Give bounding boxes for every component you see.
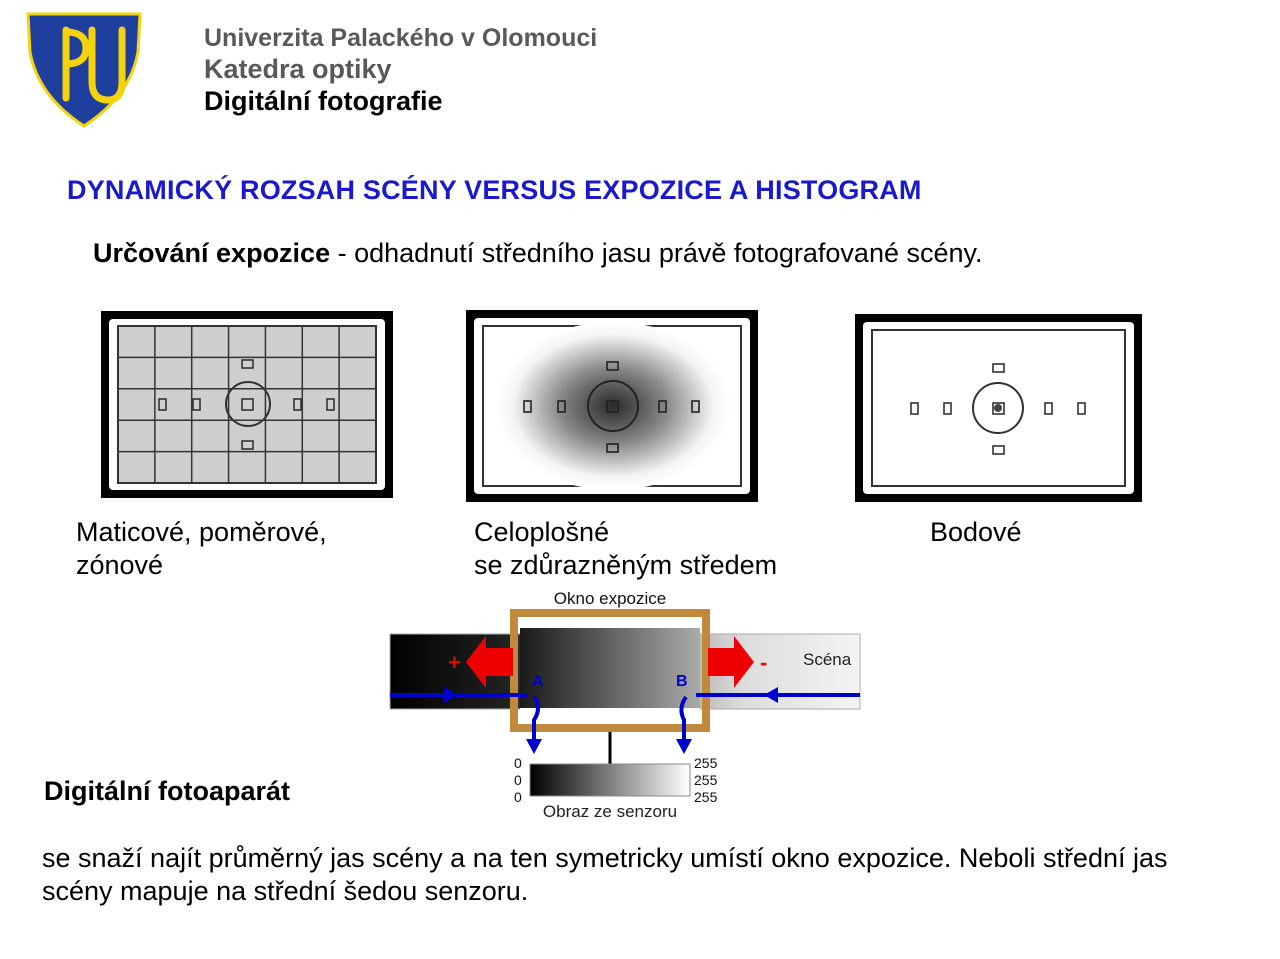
point-b: B (676, 673, 688, 690)
caption-matrix-line1: Maticové, poměrové, (76, 517, 327, 547)
caption-center-weighted-line2: se zdůrazněným středem (474, 550, 778, 580)
plus-sign: + (448, 650, 461, 675)
window-label: Okno expozice (553, 589, 667, 608)
intro-definition: - odhadnutí středního jasu právě fotografované scény. (330, 238, 983, 268)
department-name: Katedra optiky (204, 54, 392, 84)
right-value-3: 255 (694, 789, 718, 805)
caption-spot-line1: Bodové (930, 517, 1022, 547)
point-a: A (532, 673, 544, 690)
minus-sign: - (760, 650, 768, 675)
exposure-window-diagram (388, 584, 864, 824)
right-value-2: 255 (694, 772, 718, 788)
spot-metering-diagram (855, 314, 1142, 502)
university-logo (26, 12, 142, 128)
right-value-1: 255 (694, 755, 718, 771)
center-weighted-metering-diagram (466, 310, 758, 502)
left-value-1: 0 (514, 755, 522, 771)
intro-line (93, 238, 983, 269)
intro-term: Určování expozice (93, 238, 331, 268)
caption-center-weighted (474, 516, 777, 582)
caption-matrix (76, 516, 327, 582)
caption-center-weighted-line1: Celoplošné (474, 517, 610, 547)
caption-spot (930, 516, 1022, 549)
sensor-label: Obraz ze senzoru (542, 802, 678, 821)
university-name: Univerzita Palackého v Olomouci (204, 24, 598, 52)
slide-title: DYNAMICKÝ ROZSAH SCÉNY VERSUS EXPOZICE A HISTOGRAM (67, 175, 922, 205)
caption-matrix-line2: zónové (76, 550, 164, 580)
digital-camera-heading: Digitální fotoaparát (44, 776, 291, 806)
matrix-metering-diagram (101, 311, 393, 498)
left-value-2: 0 (514, 772, 522, 788)
course-name: Digitální fotografie (204, 86, 443, 116)
scene-label: Scéna (803, 650, 852, 669)
digital-camera-text: se snaží najít průměrný jas scény a na ten symetricky umístí okno expozice. Neboli střední jas scény mapuje na střední šedou senzoru. (42, 843, 1168, 906)
left-value-3: 0 (514, 789, 522, 805)
